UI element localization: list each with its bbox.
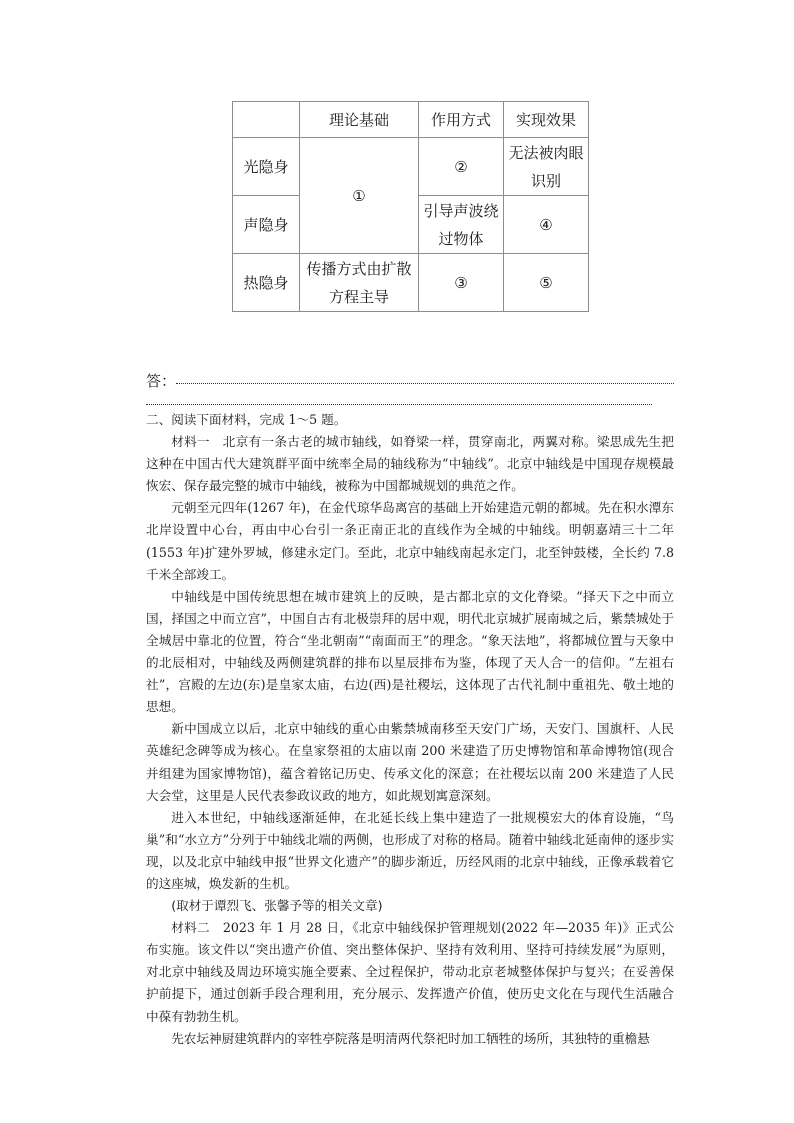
table-header-row <box>233 102 589 138</box>
source-note: (取材于谭烈飞、张馨予等的相关文章) <box>171 898 383 914</box>
row-label-sound: 声隐身 <box>233 196 300 254</box>
cell-effect-light: 无法被肉眼识别 <box>504 138 589 196</box>
cell-method-light: ② <box>419 138 504 196</box>
answer-label: 答： <box>146 372 177 390</box>
answer-line-1 <box>176 383 674 384</box>
reading-material <box>146 409 674 1050</box>
header-cell-effect: 实现效果 <box>504 102 589 138</box>
cell-basis-heat: 传播方式由扩散方程主导 <box>300 254 419 312</box>
cell-basis-merged: ① <box>300 138 419 254</box>
cell-method-sound: 引导声波绕过物体 <box>419 196 504 254</box>
paragraph: 中轴线是中国传统思想在城市建筑上的反映，是古都北京的文化脊梁。“择天下之中而立国，择国之中而立宫”，中国自古有北极崇拜的居中观，明代北京城扩展南城之后，紫禁城处于全城居中靠北的位置，符合“坐北朝南”“南面而王”的理念。“象天法地”，将都城位置与天象中的北辰相对，中轴线及两侧建筑群的排布以星辰排布为鉴，体现了天人合一的信仰。“左祖右社”，宫殿的左边(东)是皇家太庙，右边(西)是社稷坛，这体现了古代礼制中重祖先、敬土地的思想。 <box>146 588 674 715</box>
header-cell-basis: 理论基础 <box>300 102 419 138</box>
table-row <box>233 138 589 196</box>
answer-line-2 <box>146 404 652 405</box>
paragraph: 进入本世纪，中轴线逐渐延伸，在北延长线上集中建造了一批规模宏大的体育设施，“鸟巢”和“水立方”分列于中轴线北端的两侧，也形成了对称的格局。随着中轴线北延南伸的逐步实现，以及北京中轴线申报“世界文化遗产”的脚步渐近，历经风雨的北京中轴线，正像承载着它的这座城，焕发新的生机。 <box>146 809 674 891</box>
cell-method-heat: ③ <box>419 254 504 312</box>
header-cell-empty <box>233 102 300 138</box>
stealth-table <box>232 101 589 312</box>
paragraph: 材料二 2023 年 1 月 28 日，《北京中轴线保护管理规划(2022 年—2035 年)》正式公布实施。该文件以“突出遗产价值、突出整体保护、坚持有效利用、坚持可持续发展”为原则，对北京中轴线及周边环境实施全要素、全过程保护，带动北京老城整体保护与复兴；在妥善保护前提下，通过创新手段合理利用，充分展示、发挥遗产价值，使历史文化在与现代生活融合中葆有勃勃生机。 <box>146 920 674 1024</box>
row-label-light: 光隐身 <box>233 138 300 196</box>
cell-effect-heat: ⑤ <box>504 254 589 312</box>
table-row <box>233 254 589 312</box>
row-label-heat: 热隐身 <box>233 254 300 312</box>
cell-effect-sound: ④ <box>504 196 589 254</box>
paragraph: 元朝至元四年(1267 年)，在金代琼华岛离宫的基础上开始建造元朝的都城。先在积水潭东北岸设置中心台，再由中心台引一条正南正北的直线作为全城的中轴线。明朝嘉靖三十二年(1553 年)扩建外罗城，修建永定门。至此，北京中轴线南起永定门，北至钟鼓楼，全长约 7.8 千米全部竣工。 <box>146 500 674 582</box>
paragraph: 新中国成立以后，北京中轴线的重心由紫禁城南移至天安门广场，天安门、国旗杆、人民英雄纪念碑等成为核心。在皇家祭祖的太庙以南 200 米建造了历史博物馆和革命博物馆(现合并组建为国家博物馆)，蕴含着铭记历史、传承文化的深意；在社稷坛以南 200 米建造了人民大会堂，这里是人民代表参政议政的地方，如此规划寓意深刻。 <box>146 721 674 803</box>
section-title: 二、阅读下面材料，完成 1～5 题。 <box>146 412 347 427</box>
paragraph: 材料一 北京有一条古老的城市轴线，如脊梁一样，贯穿南北，两翼对称。梁思成先生把这种在中国古代大建筑群平面中统率全局的轴线称为“中轴线”。北京中轴线是中国现存规模最恢宏、保存最完整的城市中轴线，被称为中国都城规划的典范之作。 <box>146 434 674 494</box>
header-cell-method: 作用方式 <box>419 102 504 138</box>
paragraph: 先农坛神厨建筑群内的宰牲亭院落是明清两代祭祀时加工牺牲的场所，其独特的重檐悬 <box>171 1030 650 1046</box>
